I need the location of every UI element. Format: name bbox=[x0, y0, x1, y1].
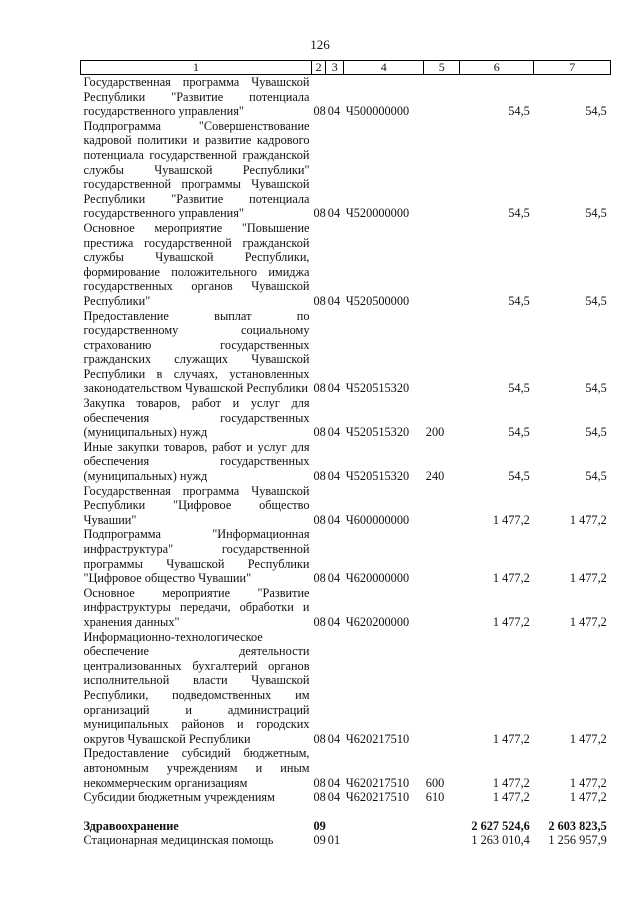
row-amount-2: 54,5 bbox=[585, 381, 607, 396]
row-section: 08 bbox=[313, 790, 326, 805]
row-amount-1: 54,5 bbox=[508, 104, 530, 119]
row-expense-type: 610 bbox=[425, 790, 445, 805]
row-target-article bbox=[344, 833, 424, 848]
row-expense-type bbox=[424, 221, 460, 309]
row-expense-type: 600 bbox=[425, 775, 445, 790]
row-expense-type bbox=[424, 119, 460, 221]
row-amount-1: 1 477,2 bbox=[492, 775, 530, 790]
row-name: Здравоохранение bbox=[83, 818, 179, 833]
row-subsection: 04 bbox=[327, 206, 341, 221]
row-name: Государственная программа Чувашской Республики "Развитие потенциала государственного управления" bbox=[83, 75, 310, 119]
row-amount-1: 1 477,2 bbox=[492, 614, 530, 629]
row-amount-2: 54,5 bbox=[585, 206, 607, 221]
row-section: 08 bbox=[313, 469, 326, 484]
header-col-6: 6 bbox=[460, 61, 534, 75]
row-amount-2: 1 477,2 bbox=[569, 614, 607, 629]
row-name: Предоставление выплат по государственному социальному страхованию государственных гражданских служащих Чувашской Республики в случаях, установленных законодательством Чувашской Республики bbox=[83, 308, 310, 396]
header-col-1: 1 bbox=[81, 61, 312, 75]
row-name: Государственная программа Чувашской Республики "Цифровое общество Чувашии" bbox=[83, 483, 310, 527]
row-target-article: Ч500000000 bbox=[345, 104, 410, 119]
header-col-7: 7 bbox=[534, 61, 611, 75]
row-section: 08 bbox=[313, 425, 326, 440]
row-amount-2: 54,5 bbox=[585, 469, 607, 484]
row-target-article: Ч620217510 bbox=[345, 790, 410, 805]
table-row bbox=[81, 75, 611, 119]
row-target-article: Ч620217510 bbox=[345, 775, 410, 790]
row-subsection: 04 bbox=[327, 775, 341, 790]
row-target-article: Ч620200000 bbox=[345, 614, 410, 629]
header-col-5: 5 bbox=[424, 61, 460, 75]
row-section: 09 bbox=[313, 818, 326, 833]
table-row bbox=[81, 746, 611, 790]
table-row bbox=[81, 586, 611, 630]
row-subsection: 04 bbox=[327, 614, 341, 629]
row-name: Основное мероприятие "Повышение престижа государственной гражданской службы Чувашской Республики, формирование положительного имиджа государственных органов Чувашской Республики" bbox=[83, 220, 310, 308]
table-row bbox=[81, 396, 611, 440]
row-subsection: 04 bbox=[327, 104, 341, 119]
row-name: Подпрограмма "Совершенствование кадровой политики и развитие кадрового потенциала государственной гражданской службы Чувашской Республики" государственной программы Чувашской Республики "Развитие потенциала государственного управления" bbox=[83, 118, 310, 221]
table-row bbox=[81, 527, 611, 585]
row-subsection: 04 bbox=[327, 381, 341, 396]
row-subsection: 04 bbox=[327, 512, 341, 527]
row-section: 08 bbox=[313, 293, 326, 308]
row-amount-1: 54,5 bbox=[508, 206, 530, 221]
table-row bbox=[81, 484, 611, 528]
table-body bbox=[81, 75, 611, 848]
row-section: 08 bbox=[313, 104, 326, 119]
row-expense-type bbox=[424, 586, 460, 630]
row-expense-type bbox=[424, 75, 460, 119]
row-target-article: Ч620000000 bbox=[345, 571, 410, 586]
row-target-article: Ч620217510 bbox=[345, 731, 410, 746]
row-expense-type bbox=[424, 527, 460, 585]
row-amount-2: 1 477,2 bbox=[569, 731, 607, 746]
row-target-article: Ч520515320 bbox=[345, 425, 410, 440]
row-expense-type bbox=[424, 833, 460, 848]
row-expense-type bbox=[424, 484, 460, 528]
row-expense-type bbox=[424, 309, 460, 397]
table-row bbox=[81, 221, 611, 309]
budget-table bbox=[80, 60, 611, 848]
row-amount-2: 1 477,2 bbox=[569, 775, 607, 790]
row-section: 08 bbox=[313, 614, 326, 629]
row-expense-type: 240 bbox=[425, 469, 445, 484]
row-section: 08 bbox=[313, 512, 326, 527]
spacer-row bbox=[81, 805, 611, 819]
row-subsection: 01 bbox=[327, 833, 341, 848]
row-amount-1: 1 263 010,4 bbox=[471, 833, 530, 848]
row-target-article: Ч520500000 bbox=[345, 293, 410, 308]
row-amount-1: 1 477,2 bbox=[492, 512, 530, 527]
row-subsection: 04 bbox=[327, 469, 341, 484]
table-row bbox=[81, 819, 611, 834]
row-amount-1: 54,5 bbox=[508, 381, 530, 396]
row-subsection bbox=[326, 819, 344, 834]
row-amount-2: 1 477,2 bbox=[569, 790, 607, 805]
row-name: Иные закупки товаров, работ и услуг для обеспечения государственных (муниципальных) нужд bbox=[83, 439, 310, 484]
row-section: 08 bbox=[313, 206, 326, 221]
row-amount-1: 54,5 bbox=[508, 293, 530, 308]
header-col-3: 3 bbox=[326, 61, 344, 75]
row-amount-1: 1 477,2 bbox=[492, 731, 530, 746]
row-amount-2: 54,5 bbox=[585, 293, 607, 308]
row-subsection: 04 bbox=[327, 790, 341, 805]
row-amount-2: 1 477,2 bbox=[569, 512, 607, 527]
row-amount-1: 1 477,2 bbox=[492, 571, 530, 586]
row-amount-1: 54,5 bbox=[508, 469, 530, 484]
row-name: Стационарная медицинская помощь bbox=[83, 833, 274, 848]
spacer-cell bbox=[81, 805, 611, 819]
row-subsection: 04 bbox=[327, 731, 341, 746]
row-name: Подпрограмма "Информационная инфраструктура" государственной программы Чувашской Республики "Цифровое общество Чувашии" bbox=[83, 527, 310, 586]
row-target-article bbox=[344, 819, 424, 834]
table-row bbox=[81, 630, 611, 747]
header-row bbox=[81, 61, 611, 75]
row-section: 08 bbox=[313, 571, 326, 586]
row-amount-1: 1 477,2 bbox=[492, 790, 530, 805]
row-expense-type bbox=[424, 630, 460, 747]
table-row bbox=[81, 440, 611, 484]
row-name: Информационно-технологическое обеспечение деятельности централизованных бухгалтерий органов исполнительной власти Чувашской Республики, подведомственных им организаций и администраций муниципальных районов и городских округов Чувашской Республики bbox=[83, 629, 310, 746]
table-row bbox=[81, 833, 611, 848]
row-section: 08 bbox=[313, 775, 326, 790]
row-subsection: 04 bbox=[327, 293, 341, 308]
row-subsection: 04 bbox=[327, 571, 341, 586]
row-name: Предоставление субсидий бюджетным, автономным учреждениям и иным некоммерческим организациям bbox=[83, 746, 310, 790]
table-row bbox=[81, 309, 611, 397]
row-amount-2: 54,5 bbox=[585, 425, 607, 440]
row-subsection: 04 bbox=[327, 425, 341, 440]
row-target-article: Ч520000000 bbox=[345, 206, 410, 221]
row-target-article: Ч520515320 bbox=[345, 469, 410, 484]
row-name: Основное мероприятие "Развитие инфраструктуры передачи, обработки и хранения данных" bbox=[83, 585, 310, 629]
row-amount-2: 2 603 823,5 bbox=[548, 818, 607, 833]
page-number: 126 bbox=[310, 37, 330, 52]
row-amount-2: 1 256 957,9 bbox=[548, 833, 607, 848]
row-name: Субсидии бюджетным учреждениям bbox=[83, 790, 275, 805]
row-amount-1: 2 627 524,6 bbox=[471, 818, 530, 833]
row-amount-2: 1 477,2 bbox=[569, 571, 607, 586]
table-row bbox=[81, 790, 611, 805]
header-col-2: 2 bbox=[312, 61, 326, 75]
header-col-4: 4 bbox=[344, 61, 424, 75]
row-target-article: Ч520515320 bbox=[345, 381, 410, 396]
row-amount-1: 54,5 bbox=[508, 425, 530, 440]
row-target-article: Ч600000000 bbox=[345, 512, 410, 527]
row-section: 09 bbox=[313, 833, 326, 848]
table-row bbox=[81, 119, 611, 221]
row-amount-2: 54,5 bbox=[585, 104, 607, 119]
row-name: Закупка товаров, работ и услуг для обеспечения государственных (муниципальных) нужд bbox=[83, 396, 310, 440]
row-expense-type bbox=[424, 819, 460, 834]
row-expense-type: 200 bbox=[425, 425, 445, 440]
row-section: 08 bbox=[313, 381, 326, 396]
row-section: 08 bbox=[313, 731, 326, 746]
